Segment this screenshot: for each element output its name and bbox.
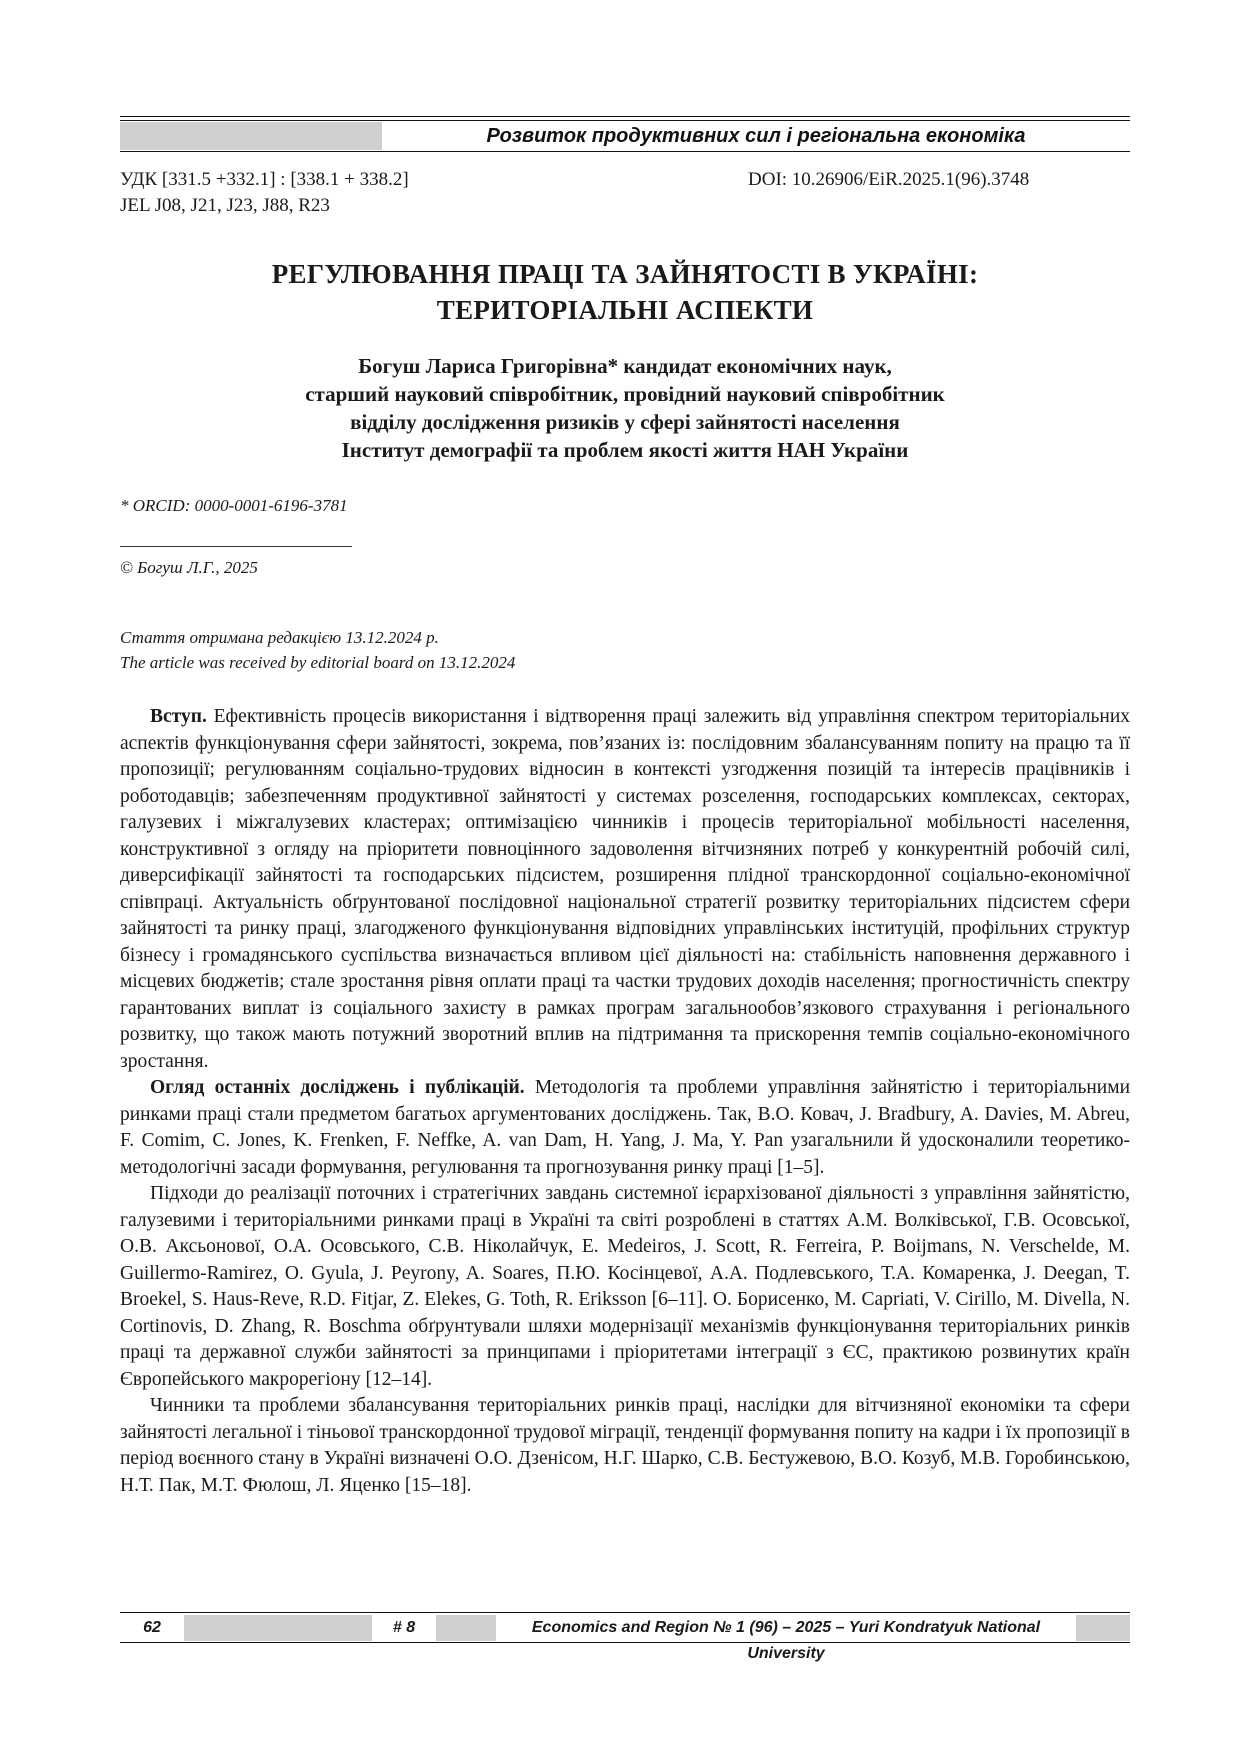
running-footer — [120, 1615, 1130, 1662]
footnote-rule — [120, 546, 352, 547]
header-grey-block — [120, 122, 382, 150]
paragraph-literature-review — [120, 1075, 1130, 1181]
article-body — [120, 704, 1130, 1499]
copyright-notice: © Богуш Л.Г., 2025 — [120, 558, 258, 577]
paragraph-approaches: Підходи до реалізації поточних і стратегічних завдань системної ієрархізованої діяльності з управління зайнятістю, галузевими і територіальними ринками праці в Україні та світі розроблені в статтях А.М. Волківської, Г.В. Осовської, О.В. Аксьонової, О.А. Осовського, С.В. Ніколайчук, E. Medeiros, J. Scott, R. Ferreira, P. Boijmans, N. Verschelde, M. Guillermo-Ramirez, O. Gyula, J. Peyrony, A. Soares, П.Ю. Косінцевої, А.А. Подлевського, Т.А. Комаренка, J. Deegan, T. Broekel, S. Haus-Reve, R.D. Fitjar, Z. Elekes, G. Toth, R. Eriksson [6–11]. О. Борисенко, M. Capriati, V. Cirillo, M. Divella, N. Cortinovis, D. Zhang, R. Boschma обґрунтували шляхи модернізації механізмів функціонування територіальних ринків праці та державної служби зайнятості за принципами і пріоритетами інтеграції з ЄС, практикою розвинутих країн Європейського макрорегіону [12–14]. — [120, 1183, 1130, 1390]
journal-section-title: Розвиток продуктивних сил і регіональна економіка — [486, 125, 1026, 147]
title-line-1: РЕГУЛЮВАННЯ ПРАЦІ ТА ЗАЙНЯТОСТІ В УКРАЇНІ: — [271, 259, 979, 289]
footer-grey-block — [184, 1615, 372, 1641]
paragraph-introduction — [120, 704, 1130, 1075]
paragraph-factors: Чинники та проблеми збалансування територіальних ринків праці, наслідки для вітчизняної економіки та сфери зайнятості легальної і тіньової транскордонної трудової міграції, тенденції формування попиту на кадри і їх пропозиції в період воєнного стану в Україні визначені О.О. Дзенісом, Н.Г. Шарко, С.В. Бестужевою, В.О. Козуб, М.В. Горобинською, Н.Т. Пак, М.Т. Фюлош, Л. Яценко [15–18]. — [120, 1395, 1130, 1496]
jel-codes: JEL J08, J21, J23, J88, R23 — [120, 195, 330, 216]
footer-rule-bottom — [120, 1642, 1130, 1643]
footer-grey-block — [436, 1615, 496, 1641]
journal-info: Economics and Region № 1 (96) – 2025 – Yuri Kondratyuk National University — [531, 1619, 1041, 1662]
header-rule-thin — [120, 120, 1130, 121]
title-line-2: ТЕРИТОРІАЛЬНІ АСПЕКТИ — [436, 295, 814, 325]
literature-review-text: Методологія та проблеми управління зайнятістю і територіальними ринками праці стали предметом багатьох аргументованих досліджень. Так, В.О. Ковач, J. Bradbury, A. Davies, M. Abreu, F. Comim, C. Jones, K. Frenken, F. Neffke, A. van Dam, H. Yang, J. Ma, Y. Pan узагальнили й удосконалили теоретико-методологічні засади формування, регулювання та прогнозування ринку праці [1–5]. — [120, 1077, 1131, 1178]
received-date-uk: Стаття отримана редакцією 13.12.2024 р. — [120, 628, 439, 647]
literature-review-heading: Огляд останніх досліджень і публікацій. — [150, 1077, 525, 1098]
author-line-2: старший науковий співробітник, провідний науковий співробітник — [305, 382, 945, 406]
udc-code: УДК [331.5 +332.1] : [338.1 + 338.2] — [120, 169, 409, 190]
header-rule — [120, 116, 1130, 117]
footer-grey-block — [1076, 1615, 1130, 1641]
doi: DOI: 10.26906/EiR.2025.1(96).3748 — [748, 169, 1030, 190]
footer-rule — [120, 1612, 1130, 1613]
author-line-3: відділу дослідження ризиків у сфері зайнятості населення — [350, 410, 900, 434]
orcid-footnote: * ORCID: 0000-0001-6196-3781 — [120, 496, 348, 515]
header-rule-bottom — [120, 151, 1130, 152]
author-line-4: Інститут демографії та проблем якості життя НАН України — [341, 438, 909, 462]
issue-marker: # 8 — [372, 1615, 436, 1641]
received-date-en: The article was received by editorial board on 13.12.2024 — [120, 653, 516, 672]
author-block — [120, 352, 1130, 464]
page-number: 62 — [143, 1619, 161, 1636]
introduction-text: Ефективність процесів використання і відтворення праці залежить від управління спектром територіальних аспектів функціонування сфери зайнятості, зокрема, пов’язаних із: послідовним збалансуванням попиту на працю та її пропозиції; регулюванням соціально-трудових відносин в контексті узгодження позицій та інтересів працівників і роботодавців; забезпеченням продуктивної зайнятості у системах розселення, господарських комплексах, секторах, галузевих і міжгалузевих кластерах; оптимізацією чинників і процесів територіальної мобільності населення, конструктивної з огляду на пріоритети повноцінного задоволення вітчизняних потреб у конкурентній робочій силі, диверсифікації зайнятості та господарських підсистем, розширення плідної транскордонної соціально-економічної співпраці. Актуальність обґрунтованої послідовної національної стратегії розвитку територіальних підсистем сфери зайнятості та ринку праці, злагодженого функціонування відповідних управлінських інституцій, профільних структур бізнесу і громадянського суспільства визначається впливом цієї діяльності на: стабільність наповнення державного і місцевих бюджетів; стале зростання рівня оплати праці та частки трудових доходів населення; прогностичність спектру гарантованих виплат із соціального захисту в рамках програм загальнообов’язкового страхування і регіонального розвитку, що також мають потужний зворотний вплив на підтримання та прискорення темпів соціально-економічного зростання. — [120, 706, 1130, 1072]
article-title — [120, 256, 1130, 328]
author-line-1: Богуш Лариса Григорівна* кандидат економічних наук, — [358, 354, 892, 378]
introduction-heading: Вступ. — [150, 706, 207, 727]
running-header — [120, 122, 1130, 150]
